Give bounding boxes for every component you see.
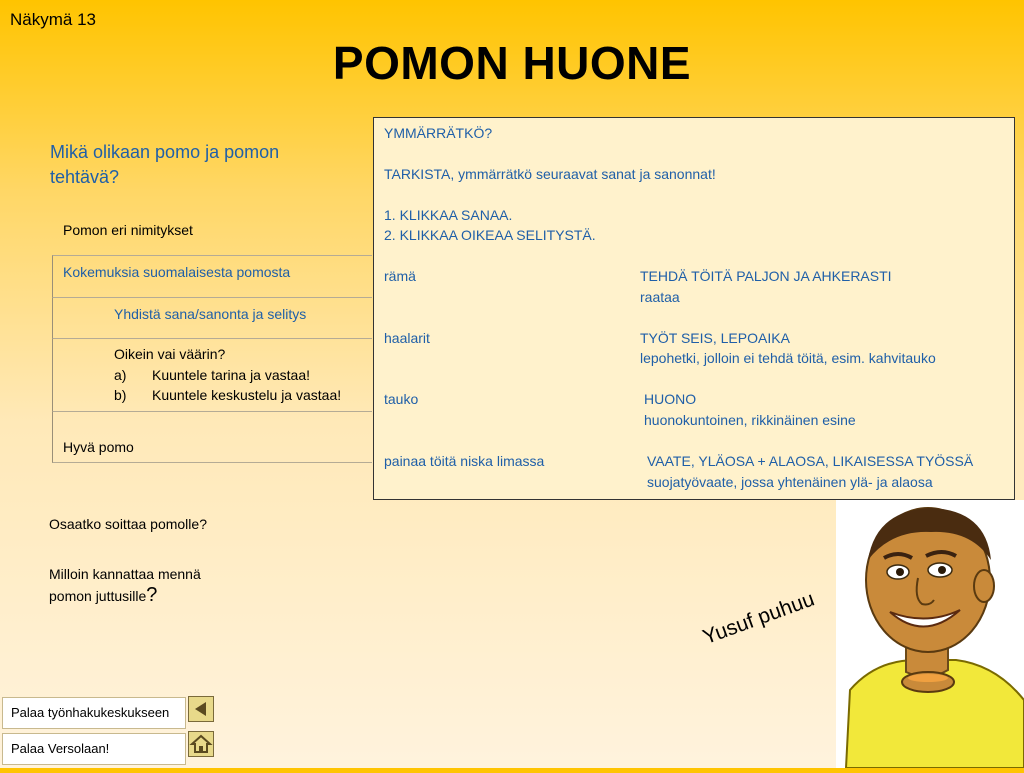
nav-label: Palaa Versolaan! [11, 741, 110, 756]
page-title: POMON HUONE [332, 37, 692, 89]
link-line-2: pomon juttusille? [49, 584, 158, 606]
vocab-definition-title[interactable]: HUONO [644, 391, 697, 407]
vocab-word[interactable]: tauko [384, 391, 419, 407]
back-arrow-icon[interactable] [188, 696, 214, 722]
menu-item-boss-titles[interactable] [52, 210, 372, 255]
vocab-definition-text[interactable]: lepohetki, jolloin ei tehdä töitä, esim. kahvitauko [640, 350, 936, 366]
subitem-label: Kuuntele tarina ja vastaa! [152, 367, 310, 383]
question-mark: ? [146, 584, 158, 606]
character-caption: Yusuf puhuu [699, 587, 818, 650]
vocab-word[interactable]: rämä [384, 268, 416, 284]
subitem-mark: b) [114, 387, 127, 403]
section-question: Mikä olikaan pomo ja pomon tehtävä? [50, 142, 280, 187]
menu-item-match-words[interactable] [52, 298, 372, 339]
menu-item-experiences[interactable] [52, 255, 372, 298]
vocab-definition-title[interactable]: TEHDÄ TÖITÄ PALJON JA AHKERASTI [640, 268, 892, 284]
nav-back-versola[interactable] [2, 733, 186, 765]
vocab-word[interactable]: painaa töitä niska limassa [384, 453, 545, 469]
vocab-instruction: TARKISTA, ymmärrätkö seuraavat sanat ja sanonnat! [384, 166, 716, 182]
menu-item-label: Pomon eri nimitykset [63, 222, 193, 238]
activity-menu [52, 210, 372, 463]
vocab-definition-title[interactable]: VAATE, YLÄOSA + ALAOSA, LIKAISESSA TYÖSSÄ [647, 453, 974, 469]
menu-item-label: Kokemuksia suomalaisesta pomosta [63, 264, 291, 280]
menu-subitem-story[interactable] [114, 367, 310, 383]
menu-item-label: Hyvä pomo [63, 439, 134, 455]
vocab-heading: YMMÄRRÄTKÖ? [384, 125, 493, 141]
nav-label: Palaa työnhakukeskukseen [11, 705, 170, 720]
vocab-step-1: 1. KLIKKAA SANAA. [384, 207, 513, 223]
menu-item-good-boss[interactable] [52, 412, 372, 463]
link-when-to-talk[interactable] [49, 564, 201, 607]
vocab-word[interactable]: haalarit [384, 330, 430, 346]
nav-back-job-center[interactable] [2, 697, 186, 729]
vocabulary-panel [373, 117, 1015, 500]
subitem-label: Kuuntele keskustelu ja vastaa! [152, 387, 342, 403]
vocab-step-2: 2. KLIKKAA OIKEAA SELITYSTÄ. [384, 227, 596, 243]
vocab-definition-text[interactable]: raataa [640, 289, 680, 305]
vocab-definition-title[interactable]: TYÖT SEIS, LEPOAIKA [640, 330, 790, 346]
yusuf-illustration [836, 500, 1024, 768]
menu-item-true-false [52, 339, 372, 412]
menu-item-label: Oikein vai väärin? [114, 346, 226, 362]
vocab-definition-text[interactable]: suojatyövaate, jossa yhtenäinen ylä- ja alaosa [647, 474, 933, 490]
home-icon[interactable] [188, 731, 214, 757]
menu-item-label: Yhdistä sana/sanonta ja selitys [114, 306, 307, 322]
view-label: Näkymä 13 [10, 10, 96, 29]
vocab-definition-text[interactable]: huonokuntoinen, rikkinäinen esine [644, 412, 856, 428]
menu-subitem-dialogue[interactable] [114, 387, 341, 403]
link-line: Milloin kannattaa mennä [49, 566, 201, 582]
subitem-mark: a) [114, 367, 127, 383]
link-call-boss[interactable]: Osaatko soittaa pomolle? [49, 516, 207, 532]
